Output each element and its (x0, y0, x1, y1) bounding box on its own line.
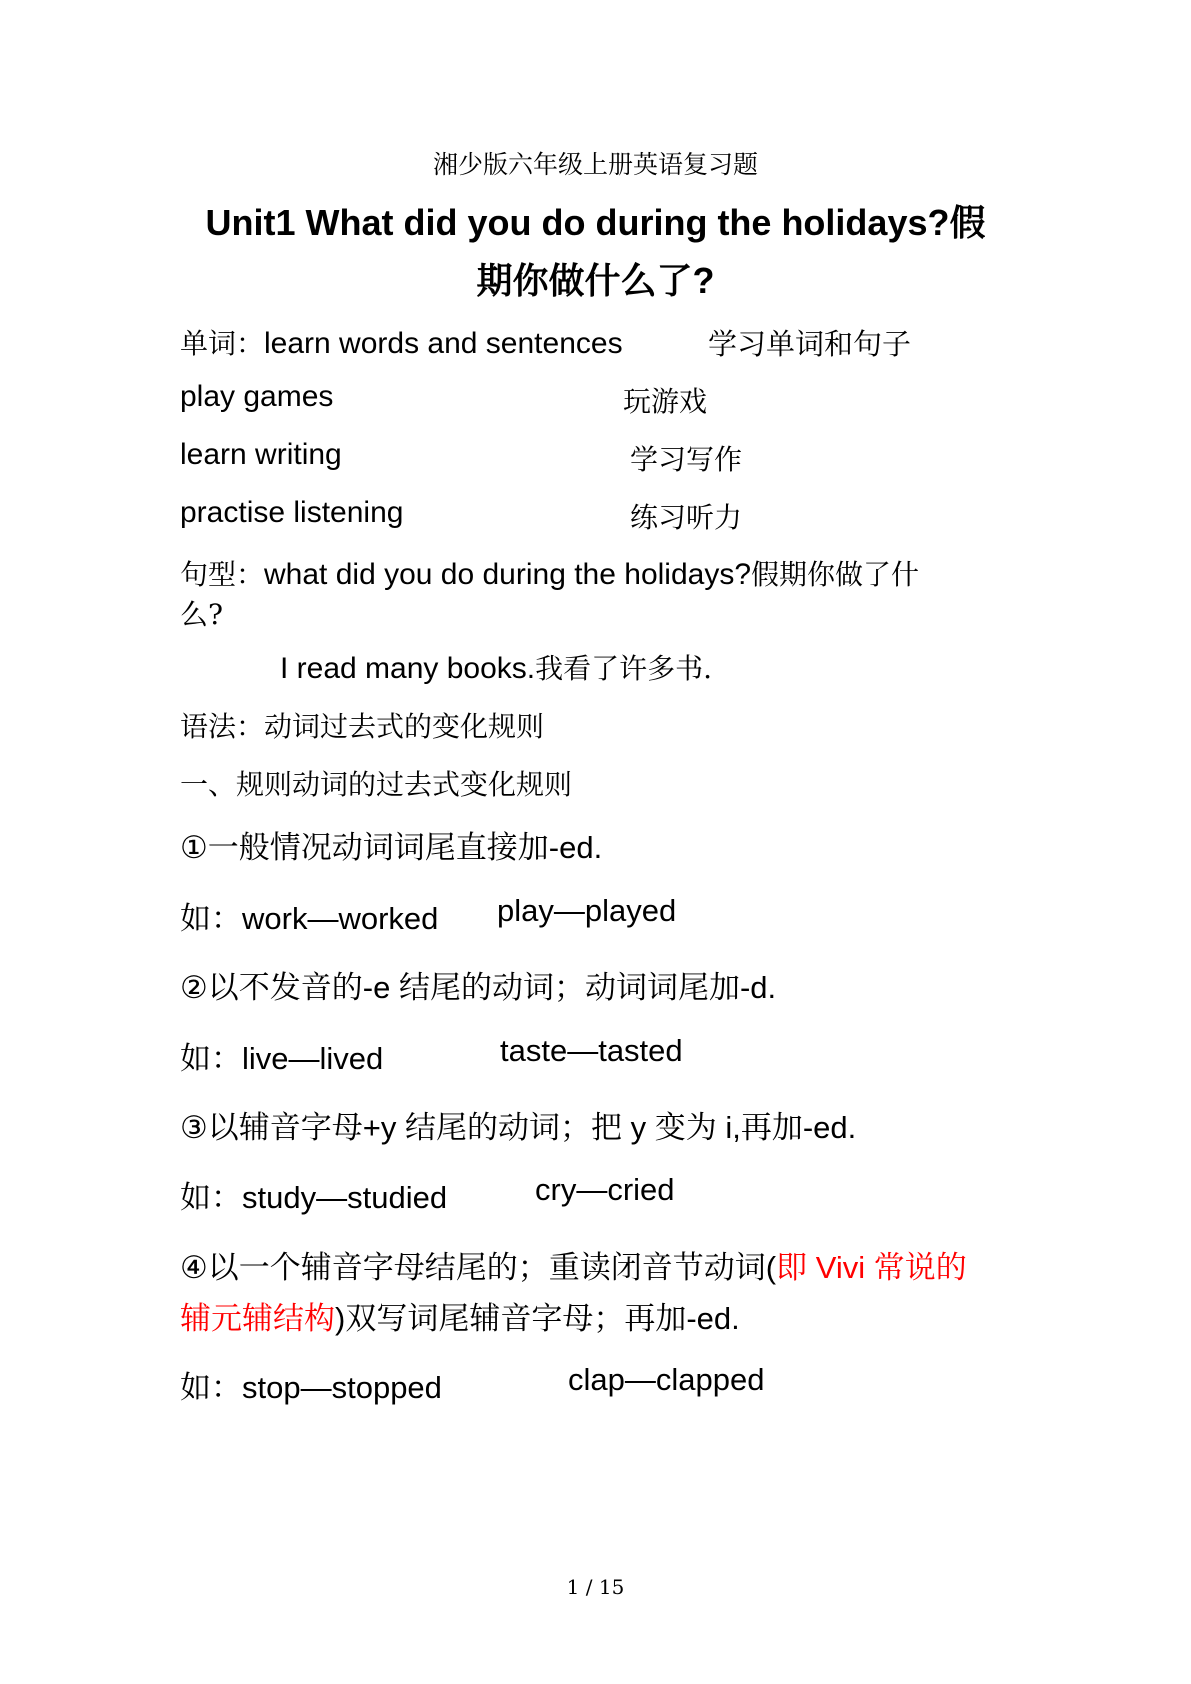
vocab-row-1 (180, 322, 623, 362)
example: live—lived (242, 1041, 384, 1076)
grammar-heading (180, 705, 544, 745)
vocab-en: learn words and sentences (264, 327, 623, 360)
example: study—studied (242, 1180, 448, 1215)
example-prefix: 如： (180, 1180, 242, 1215)
rule-2: ②以不发音的-e 结尾的动词；动词词尾加-d. (180, 970, 777, 1005)
rule-3-examples (180, 1172, 447, 1217)
rule-4-text: )双写词尾辅音字母；再加-ed. (335, 1301, 740, 1336)
example: cry—cried (535, 1172, 675, 1207)
rule-1: ①一般情况动词词尾直接加-ed. (180, 830, 603, 865)
vocab-label: 单词： (180, 327, 265, 360)
sentence-question (180, 553, 919, 593)
rule-4-line-1 (180, 1242, 967, 1287)
example: work—worked (242, 901, 439, 936)
example: taste—tasted (500, 1033, 683, 1068)
sentence-question-en: what did you do during the holidays? (264, 558, 752, 591)
vocab-cn: 学习单词和句子 (708, 327, 912, 361)
rule-4-highlight: 即 Vivi 常说的 (776, 1250, 967, 1285)
vocab-cn: 练习听力 (630, 501, 743, 534)
grammar-title: 动词过去式的变化规则 (264, 710, 545, 743)
section-heading: 一、规则动词的过去式变化规则 (180, 768, 573, 801)
document-header-title: 湘少版六年级上册英语复习题 (432, 150, 758, 179)
rule-1-examples (180, 893, 438, 938)
vocab-cn: 玩游戏 (623, 385, 708, 418)
rule-4-text: ④以一个辅音字母结尾的；重读闭音节动词( (180, 1250, 777, 1285)
sentence-answer-en: I read many books. (280, 652, 536, 685)
example: stop—stopped (242, 1370, 442, 1405)
sentence-answer (280, 647, 712, 687)
example-prefix: 如： (180, 901, 242, 936)
rule-3: ③以辅音字母+y 结尾的动词；把 y 变为 i,再加-ed. (180, 1110, 857, 1145)
vocab-en: practise listening (180, 496, 404, 529)
sentence-answer-cn: 我看了许多书. (535, 652, 713, 685)
sentence-question-cn-wrap: 么? (180, 598, 224, 631)
grammar-label: 语法： (180, 710, 265, 743)
vocab-en: play games (180, 380, 334, 413)
unit-title-line-2: 期你做什么了? (476, 260, 715, 301)
rule-4-line-2 (180, 1293, 740, 1338)
example-prefix: 如： (180, 1370, 242, 1405)
rule-4-highlight: 辅元辅结构 (180, 1301, 335, 1336)
example: play—played (497, 893, 677, 928)
sentence-label: 句型： (180, 558, 265, 591)
sentence-question-cn: 假期你做了什 (751, 558, 920, 591)
rule-4-examples (180, 1362, 442, 1407)
rule-2-examples (180, 1033, 383, 1078)
page-indicator: 1 / 15 (566, 1575, 625, 1599)
vocab-en: learn writing (180, 438, 342, 471)
vocab-cn: 学习写作 (630, 443, 743, 476)
unit-title-line-1: Unit1 What did you do during the holidays?假 (205, 202, 986, 243)
example-prefix: 如： (180, 1041, 242, 1076)
example: clap—clapped (568, 1362, 765, 1397)
